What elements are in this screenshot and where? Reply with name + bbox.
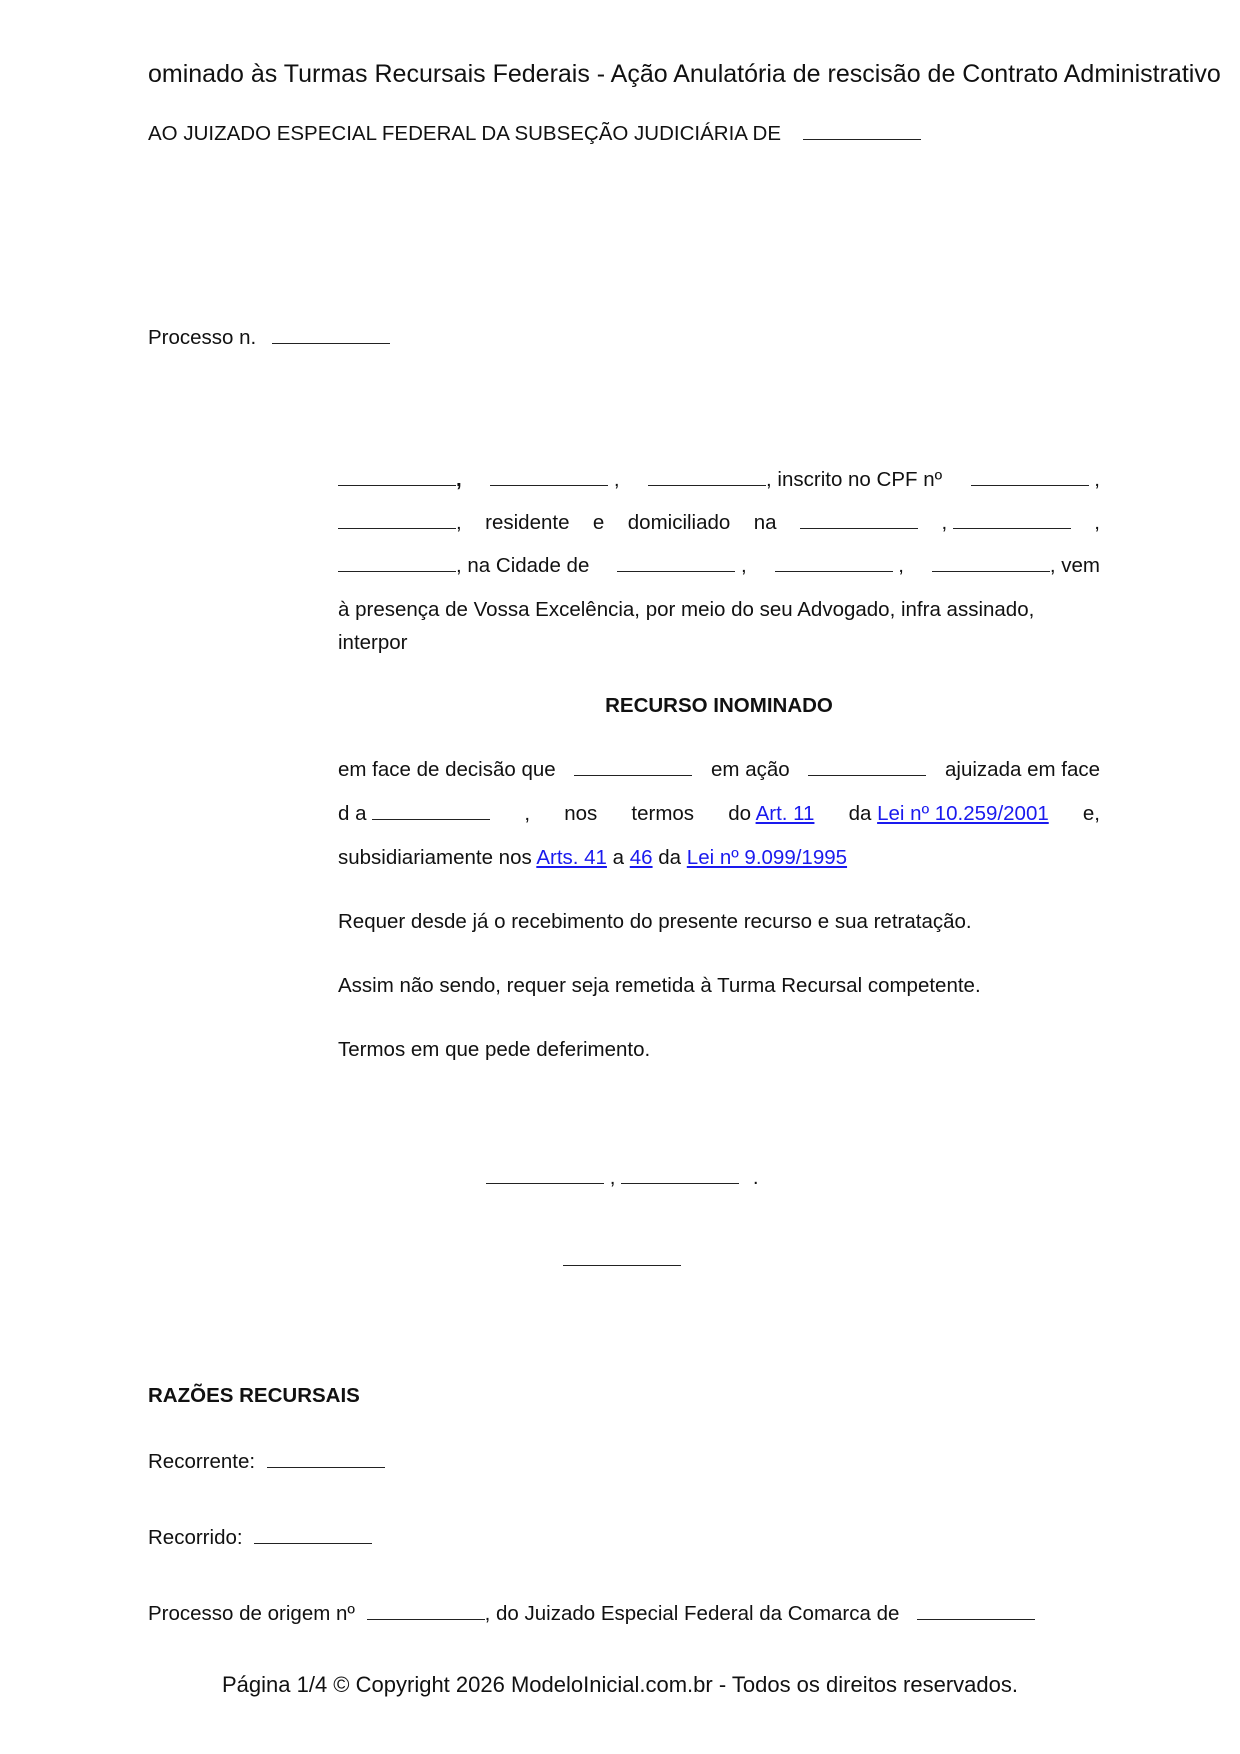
qualification-line-2 [338,511,1100,535]
blank-field[interactable] [563,1264,681,1266]
recorrido-label: Recorrido: [148,1526,243,1549]
period: . [752,1166,759,1189]
comma: , [613,468,620,491]
word: domiciliado [627,511,731,534]
blank-field[interactable] [338,570,456,572]
cidade-label: , na Cidade de [456,554,590,577]
comma: , [1094,468,1100,491]
blank-field[interactable] [775,570,893,572]
qualification-line-4: à presença de Vossa Excelência, por meio do seu Advogado, infra assinado, [338,598,1035,621]
text-segment: d a [338,802,367,825]
request-paragraph-1: Requer desde já o recebimento do presente recurso e sua retratação. [338,910,972,933]
addressee-line [148,122,921,146]
comma: , [898,554,904,577]
word: da [658,846,682,869]
comma: , [524,802,531,825]
comma: , [1094,511,1100,534]
word: residente [485,511,570,534]
request-paragraph-2: Assim não sendo, requer seja remetida à Turma Recursal competente. [338,974,981,997]
date-line [486,1166,759,1190]
lei-9099-link[interactable]: Lei nº 9.099/1995 [686,846,848,869]
document-header: ominado às Turmas Recursais Federais - Ação Anulatória de rescisão de Contrato Administrativo [148,60,1221,88]
page-footer: Página 1/4 © Copyright 2026 ModeloInicial.com.br - Todos os direitos reservados. [222,1672,1018,1697]
blank-field[interactable] [490,484,608,486]
addressee-text: AO JUIZADO ESPECIAL FEDERAL DA SUBSEÇÃO JUDICIÁRIA DE [148,122,781,145]
blank-field[interactable] [372,818,490,820]
qualification-line-5: interpor [338,631,408,654]
comma: , [456,511,462,534]
blank-field[interactable] [803,138,921,140]
comma: , [941,511,948,534]
blank-field[interactable] [338,527,456,529]
word: termos [631,802,695,825]
recorrente-line [148,1450,385,1474]
text-segment: em face de decisão que [338,758,556,781]
decision-line-2 [338,802,1100,826]
blank-field[interactable] [267,1466,385,1468]
process-label: Processo n. [148,326,257,349]
arts-41-link[interactable]: Arts. 41 [536,846,607,869]
blank-field[interactable] [800,527,918,529]
blank-field[interactable] [338,484,456,486]
comma: , [740,554,747,577]
comma: , [609,1166,616,1189]
text-segment: em ação [711,758,790,781]
request-paragraph-3: Termos em que pede deferimento. [338,1038,651,1061]
razoes-title: RAZÕES RECURSAIS [148,1384,360,1407]
blank-field[interactable] [617,570,735,572]
blank-field[interactable] [367,1618,485,1620]
signature-line [563,1248,681,1272]
blank-field[interactable] [254,1542,372,1544]
blank-field[interactable] [272,342,390,344]
blank-field[interactable] [808,774,926,776]
word: a [612,846,625,869]
word: nos [564,802,598,825]
word: do [728,802,751,825]
art-11-link[interactable]: Art. 11 [755,802,815,825]
word: na [753,511,777,534]
process-number-line [148,326,390,350]
blank-field[interactable] [932,570,1050,572]
blank-field[interactable] [486,1182,604,1184]
origem-line [148,1602,1035,1626]
cpf-label: , inscrito no CPF nº [766,468,943,491]
recorrido-line [148,1526,372,1550]
appeal-title: RECURSO INOMINADO [605,694,833,717]
lei-10259-link[interactable]: Lei nº 10.259/2001 [877,802,1049,825]
recorrente-label: Recorrente: [148,1450,256,1473]
word: e, [1082,802,1100,825]
juizado-label: , do Juizado Especial Federal da Comarca de [484,1602,900,1625]
decision-line-3 [338,846,847,870]
blank-field[interactable] [917,1618,1035,1620]
decision-line-1 [338,758,1100,782]
word: e [592,511,605,534]
art-46-link[interactable]: 46 [629,846,653,869]
text-segment: subsidiariamente nos [338,846,532,869]
blank-field[interactable] [971,484,1089,486]
text-segment: ajuizada em face [945,758,1100,781]
blank-field[interactable] [648,484,766,486]
vem-word: , vem [1049,554,1100,577]
blank-field[interactable] [953,527,1071,529]
comma: , [456,468,462,491]
word: da [848,802,872,825]
blank-field[interactable] [621,1182,739,1184]
origem-label: Processo de origem nº [148,1602,355,1625]
blank-field[interactable] [574,774,692,776]
qualification-line-3 [338,554,1100,578]
qualification-line-1 [338,468,1100,492]
